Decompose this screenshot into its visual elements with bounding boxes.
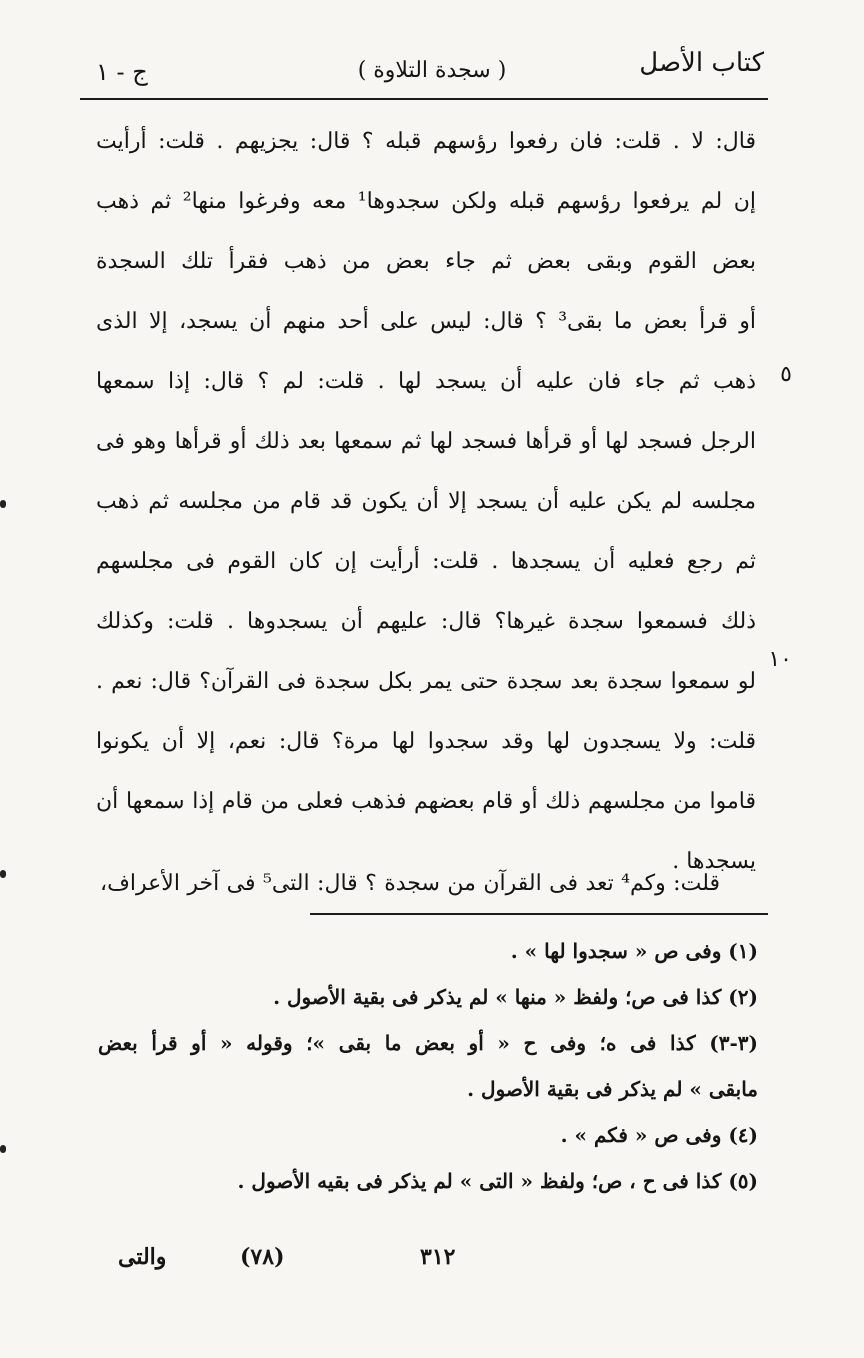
text-line: يسجدها . xyxy=(672,849,756,874)
text-line: الرجل فسجد لها أو قرأها فسجد لها ثم سمعها بعد ذلك أو قرأها وهو فى xyxy=(96,429,756,454)
scan-mark xyxy=(0,870,6,878)
volume-page-number: (٧٨) xyxy=(240,1244,285,1270)
text-line: قال: لا . قلت: فان رفعوا رؤسهم قبله ؟ قال: يجزيهم . قلت: أرأيت xyxy=(96,129,756,154)
main-paragraph xyxy=(96,112,756,892)
text-line: لو سمعوا سجدة بعد سجدة حتى يمر بكل سجدة فى القرآن؟ قال: نعم . xyxy=(96,669,756,694)
footnote-rule xyxy=(310,913,768,915)
text-line: قاموا من مجلسهم ذلك أو قام بعضهم فذهب فعلى من قام إذا سمعها أن xyxy=(96,789,756,814)
text-line: ذلك فسمعوا سجدة غيرها؟ قال: عليهم أن يسجدوها . قلت: وكذلك xyxy=(96,609,756,634)
text-line: إن لم يرفعوا رؤسهم قبله ولكن سجدوها¹ معه وفرغوا منها² ثم ذهب xyxy=(96,189,756,214)
line-number: ٥ xyxy=(780,362,792,387)
volume-label: ج - ١ xyxy=(96,58,148,86)
catchword: والتى xyxy=(118,1244,167,1270)
footnote: مابقى » لم يذكر فى بقية الأصول . xyxy=(467,1077,758,1101)
book-title: كتاب الأصل xyxy=(639,48,764,78)
text-line: أو قرأ بعض ما بقى³ ؟ قال: ليس على أحد منهم أن يسجد، إلا الذى xyxy=(96,309,756,334)
scan-mark xyxy=(0,1145,6,1153)
footnote: (٥) كذا فى ح ، ص؛ ولفظ « التى » لم يذكر فى بقيه الأصول . xyxy=(237,1169,758,1193)
text-line: قلت: وكم⁴ تعد فى القرآن من سجدة ؟ قال: التى⁵ فى آخر الأعراف، xyxy=(100,871,720,896)
footnotes xyxy=(98,928,758,1204)
page-number: ٣١٢ xyxy=(420,1244,456,1270)
chapter-title: ( سجدة التلاوة ) xyxy=(357,58,507,83)
text-line: مجلسه لم يكن عليه أن يسجد إلا أن يكون قد قام من مجلسه ثم ذهب xyxy=(96,489,756,514)
second-paragraph xyxy=(100,856,720,912)
footnote: (٢) كذا فى ص؛ ولفظ « منها » لم يذكر فى بقية الأصول . xyxy=(273,985,758,1009)
line-number: ١٠ xyxy=(768,647,792,672)
header-rule xyxy=(80,98,768,100)
footnote: (٤) وفى ص « فكم » . xyxy=(560,1123,758,1147)
footnote: (١) وفى ص « سجدوا لها » . xyxy=(510,939,758,963)
text-line: ثم رجع فعليه أن يسجدها . قلت: أرأيت إن كان القوم فى مجلسهم xyxy=(96,549,756,574)
footnote: (٣-٣) كذا فى ه؛ وفى ح « أو بعض ما بقى »؛ وقوله « أو قرأ بعض xyxy=(98,1031,758,1055)
text-line: ذهب ثم جاء فان عليه أن يسجد لها . قلت: لم ؟ قال: إذا سمعها xyxy=(96,369,756,394)
scan-mark xyxy=(0,500,6,508)
text-line: بعض القوم وبقى بعض ثم جاء بعض من ذهب فقرأ تلك السجدة xyxy=(96,249,756,274)
text-line: قلت: ولا يسجدون لها وقد سجدوا لها مرة؟ قال: نعم، إلا أن يكونوا xyxy=(96,729,756,754)
